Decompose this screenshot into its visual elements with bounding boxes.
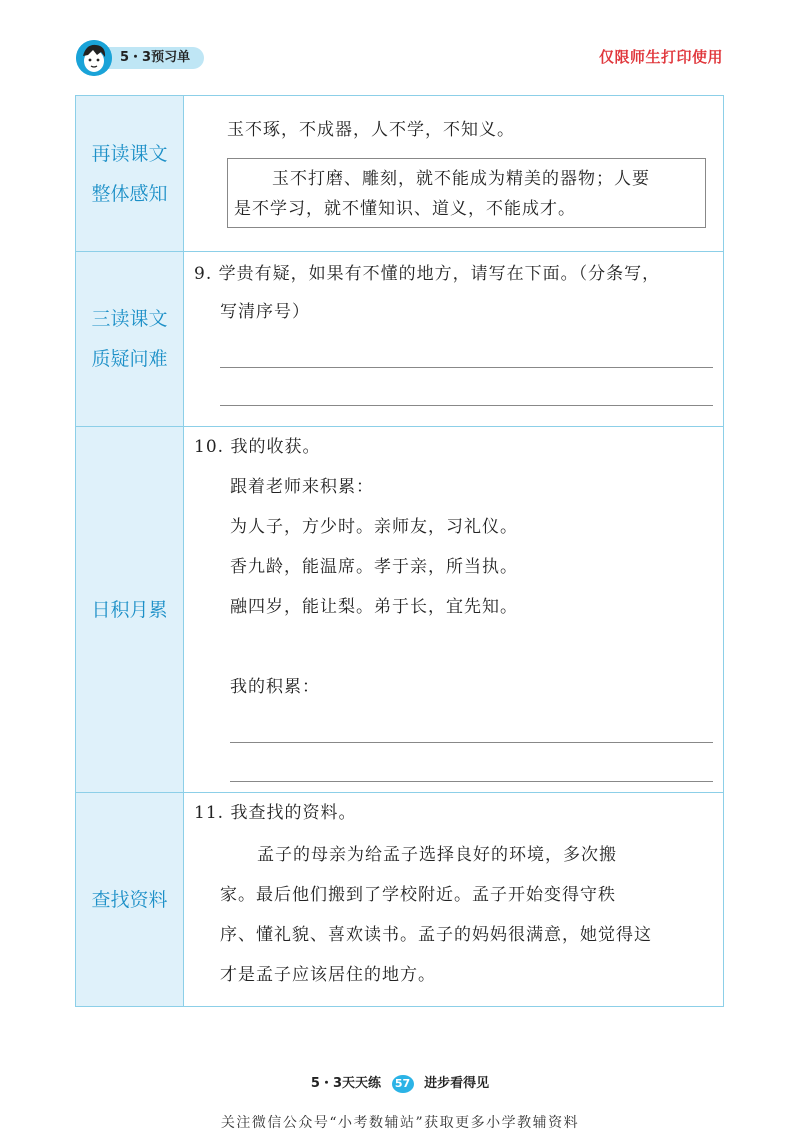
page-footer bbox=[0, 1072, 800, 1093]
translation-line: 玉不打磨、雕刻，就不能成为精美的器物；人要 bbox=[272, 169, 650, 189]
verse-line: 香九龄，能温席。孝于亲，所当执。 bbox=[230, 557, 518, 577]
section-content bbox=[184, 793, 723, 1006]
verse-line: 为人子，方少时。亲师友，习礼仪。 bbox=[230, 517, 518, 537]
intro-text: 跟着老师来积累： bbox=[230, 477, 374, 497]
page-number: 57 bbox=[392, 1075, 414, 1093]
section-accumulation bbox=[76, 427, 723, 793]
series-logo bbox=[76, 40, 206, 76]
section-label-line: 整体感知 bbox=[91, 182, 168, 205]
section-label bbox=[76, 793, 184, 1006]
section-label-line: 再读课文 bbox=[91, 142, 168, 165]
section-label bbox=[76, 96, 184, 251]
question-line: 9. 学贵有疑，如果有不懂的地方，请写在下面。（分条写， bbox=[194, 264, 661, 284]
verse-line: 融四岁，能让梨。弟于长，宜先知。 bbox=[230, 597, 518, 617]
translation-line: 是不学习，就不懂知识、道义，不能成才。 bbox=[234, 199, 576, 219]
footer-right-text: 进步看得见 bbox=[424, 1076, 490, 1091]
section-content bbox=[184, 252, 723, 426]
section-label bbox=[76, 427, 184, 792]
section-reread bbox=[76, 96, 723, 252]
paragraph-line: 才是孟子应该居住的地方。 bbox=[220, 965, 436, 985]
section-label-line: 质疑问难 bbox=[91, 348, 168, 370]
section-label-line: 日积月累 bbox=[91, 598, 168, 621]
section-content bbox=[184, 427, 723, 792]
section-title: 10. 我的收获。 bbox=[194, 437, 321, 457]
section-research bbox=[76, 793, 723, 1006]
section-question bbox=[76, 252, 723, 427]
section-label-line: 三读课文 bbox=[91, 308, 168, 330]
answer-line[interactable] bbox=[230, 742, 713, 743]
paragraph-line: 孟子的母亲为给孟子选择良好的环境，多次搬 bbox=[257, 845, 617, 865]
cartoon-kid-icon bbox=[76, 40, 112, 76]
answer-line[interactable] bbox=[220, 367, 713, 368]
paragraph-line: 序、懂礼貌、喜欢读书。孟子的妈妈很满意，她觉得这 bbox=[220, 925, 652, 945]
my-accumulation-label: 我的积累： bbox=[230, 677, 320, 697]
question-line: 写清序号） bbox=[220, 302, 310, 322]
print-restriction-stamp: 仅限师生打印使用 bbox=[598, 48, 723, 66]
section-title: 11. 我查找的资料。 bbox=[194, 803, 357, 823]
translation-box bbox=[227, 158, 706, 228]
series-label: 5・3预习单 bbox=[98, 47, 204, 69]
answer-line[interactable] bbox=[230, 781, 713, 782]
paragraph-line: 家。最后他们搬到了学校附近。孟子开始变得守秩 bbox=[220, 885, 616, 905]
worksheet-table bbox=[75, 95, 724, 1007]
section-label-line: 查找资料 bbox=[91, 888, 168, 911]
watermark-text: 关注微信公众号“小考数辅站”获取更多小学教辅资料 bbox=[220, 1115, 580, 1131]
section-label bbox=[76, 252, 184, 426]
footer-left-text: 5・3天天练 bbox=[310, 1076, 381, 1091]
classical-sentence: 玉不琢，不成器，人不学，不知义。 bbox=[227, 120, 515, 140]
answer-line[interactable] bbox=[220, 405, 713, 406]
section-content bbox=[184, 96, 723, 251]
